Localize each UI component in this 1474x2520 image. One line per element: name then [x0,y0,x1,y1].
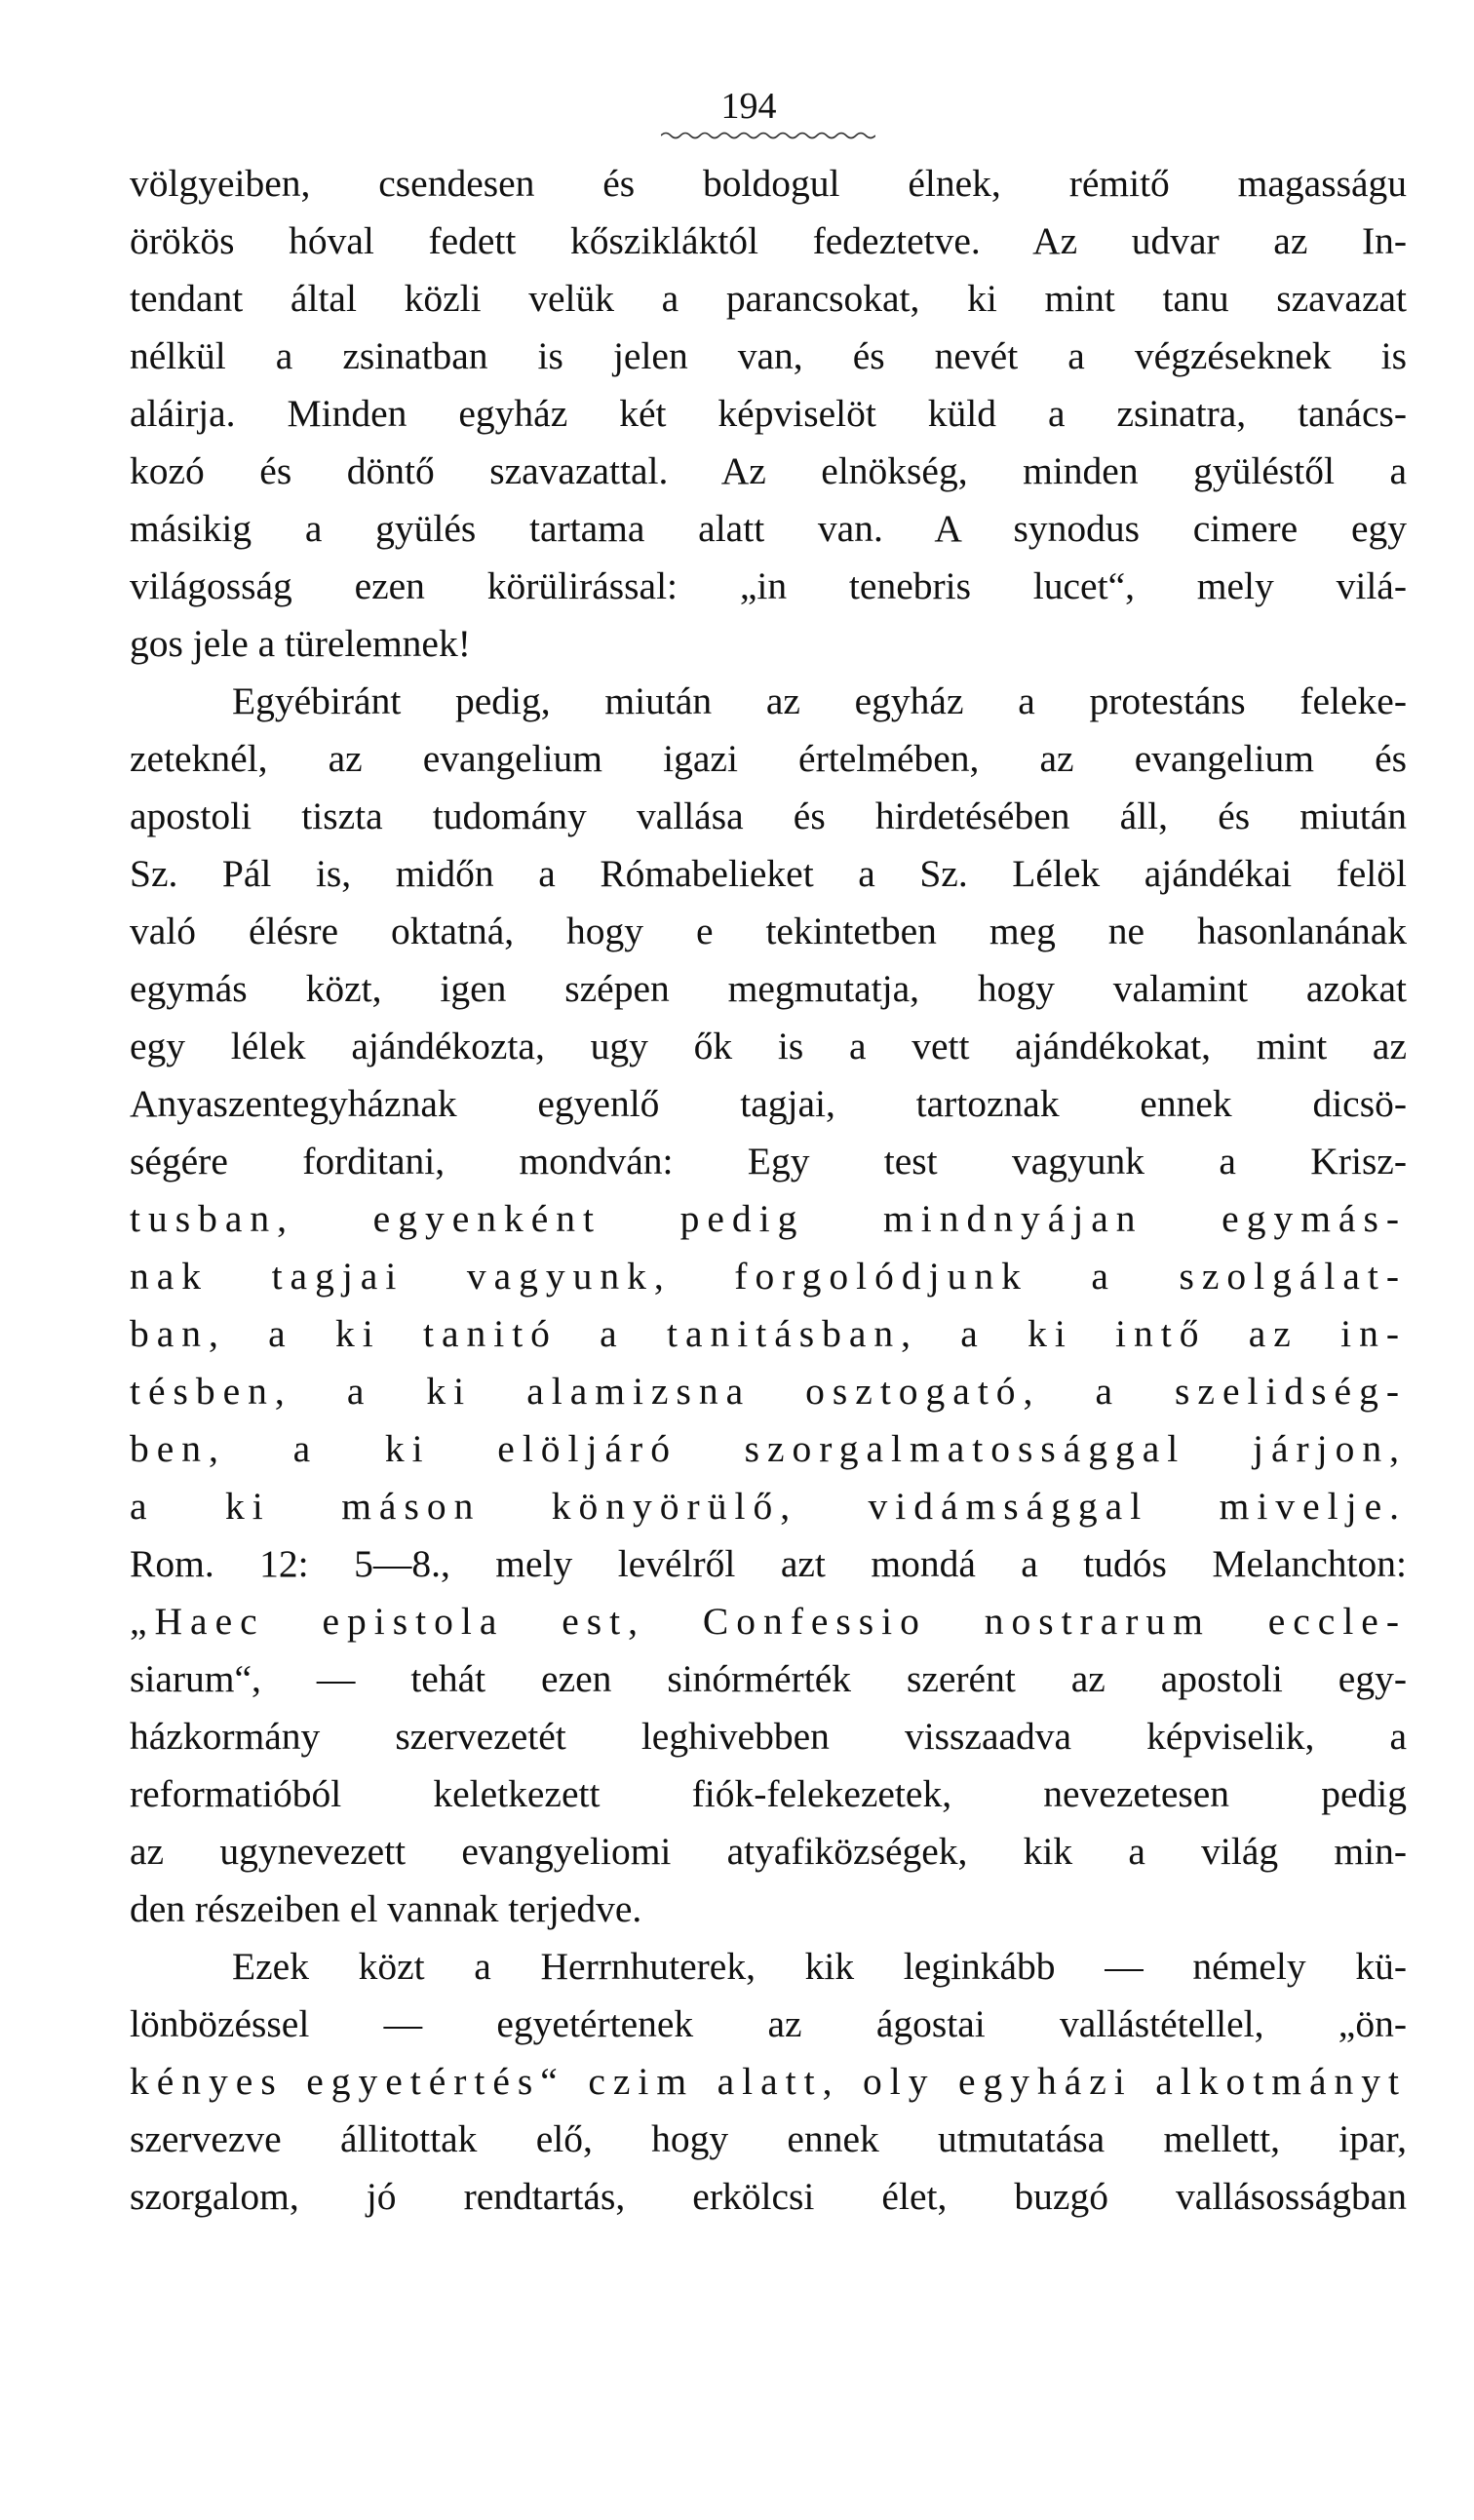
text-line: az ugynevezett evangyeliomi atyafiközségek, kik a világ min- [130,1830,1407,1873]
text-line: völgyeiben, csendesen és boldogul élnek, rémitő magasságu [130,162,1407,205]
spaced-quote-line: kényes egyetértés“ czim alatt, oly egyházi alkotmányt [130,2060,1407,2103]
text-line: den részeiben el vannak terjedve. [130,1887,642,1930]
body-text [130,155,1407,2226]
text-line: tendant által közli velük a parancsokat, ki mint tanu szavazat [130,277,1407,320]
text-line: zeteknél, az evangelium igazi értelmében, az evangelium és [130,737,1407,780]
text-line: szervezve állitottak elő, hogy ennek utmutatása mellett, ipar, [130,2117,1407,2160]
text-line: ségére forditani, mondván: Egy test vagyunk a Krisz- [130,1140,1407,1182]
paragraph-start: Egyébiránt pedig, miután az egyház a protestáns feleke- [232,679,1407,722]
text-line: egy lélek ajándékozta, ugy ők is a vett ajándékokat, mint az [130,1025,1407,1067]
text-line: siarum“, — tehát ezen sinórmérték szerént az apostoli egy- [130,1657,1407,1700]
page-number: 194 [720,86,777,127]
text-line: örökös hóval fedett kőszikláktól fedeztetve. Az udvar az In- [130,219,1407,262]
text-line: egymás közt, igen szépen megmutatja, hogy valamint azokat [130,967,1407,1010]
ornament-divider [661,130,875,141]
page [130,83,1407,2226]
spaced-quote-line: nak tagjai vagyunk, forgolódjunk a szolgálat- [130,1255,1407,1298]
text-line: nélkül a zsinatban is jelen van, és nevét a végzéseknek is [130,334,1407,377]
spaced-quote-line: tésben, a ki alamizsna osztogató, a szelidség- [130,1370,1407,1413]
text-line: való élésre oktatná, hogy e tekintetben meg ne hasonlanának [130,910,1407,952]
spaced-quote-line: ban, a ki tanitó a tanitásban, a ki intő az in- [130,1312,1407,1355]
spaced-quote-line: a ki máson könyörülő, vidámsággal mivelje. [130,1485,1407,1528]
text-line: lönbözéssel — egyetértenek az ágostai vallástétellel, „ön- [130,2002,1407,2045]
text-line: aláirja. Minden egyház két képviselöt küld a zsinatra, tanács- [130,392,1407,435]
paragraph-start: Ezek közt a Herrnhuterek, kik leginkább — némely kü- [232,1945,1407,1988]
text-line: Rom. 12: 5—8., mely levélről azt mondá a tudós Melanchton: [130,1542,1407,1585]
text-line: reformatióból keletkezett fiók-felekezetek, nevezetesen pedig [130,1772,1407,1815]
text-line: kozó és döntő szavazattal. Az elnökség, minden gyüléstől a [130,449,1407,492]
spaced-quote-line: ben, a ki elöljáró szorgalmatossággal járjon, [130,1427,1407,1470]
text-line: világosság ezen körülirással: „in tenebris lucet“, mely vilá- [130,564,1407,607]
text-line: gos jele a türelemnek! [130,622,471,665]
spaced-quote-line: tusban, egyenként pedig mindnyájan egymás- [130,1197,1407,1240]
text-line: szorgalom, jó rendtartás, erkölcsi élet, buzgó vallásosságban [130,2175,1407,2218]
spaced-quote-line: „Haec epistola est, Confessio nostrarum eccle- [130,1600,1407,1643]
text-line: házkormány szervezetét leghivebben visszaadva képviselik, a [130,1715,1407,1758]
text-line: másikig a gyülés tartama alatt van. A synodus cimere egy [130,507,1407,550]
text-line: Sz. Pál is, midőn a Rómabelieket a Sz. Lélek ajándékai felöl [130,852,1407,895]
text-line: apostoli tiszta tudomány vallása és hirdetésében áll, és miután [130,795,1407,837]
text-line: Anyaszentegyháznak egyenlő tagjai, tartoznak ennek dicsö- [130,1082,1407,1125]
